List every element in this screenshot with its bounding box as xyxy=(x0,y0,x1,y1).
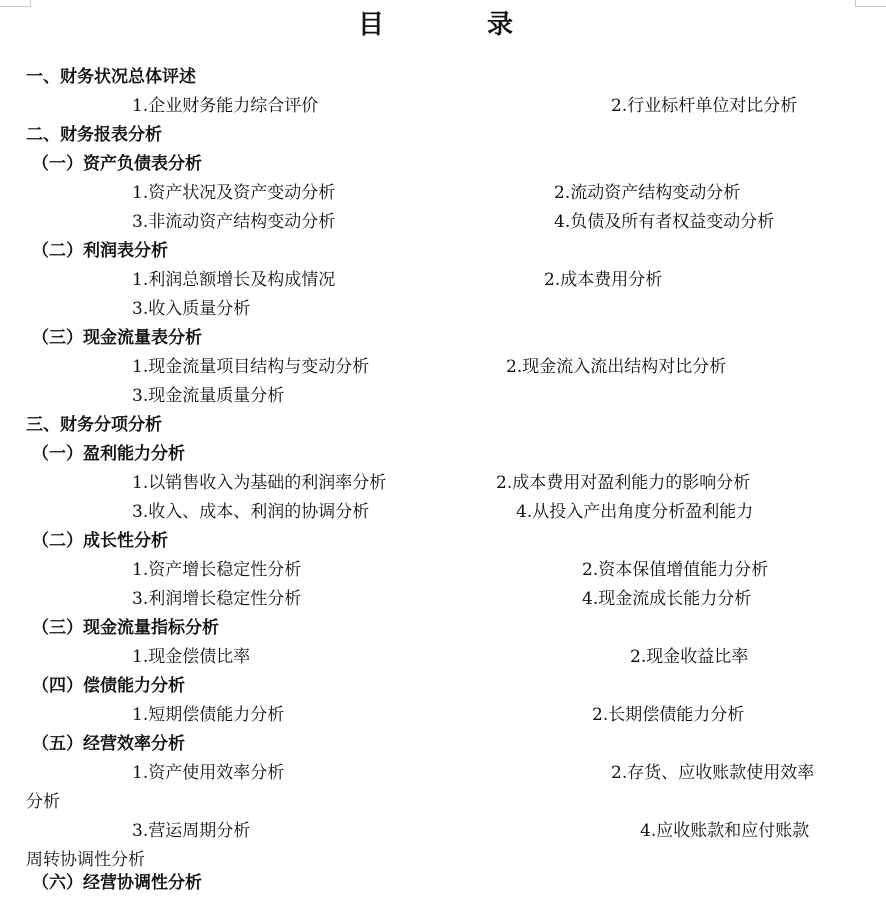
toc-subsection-heading: （五）经营效率分析 xyxy=(32,734,185,754)
toc-line xyxy=(0,353,886,382)
toc-entry: 1.利润总额增长及构成情况 xyxy=(132,270,336,290)
toc-subsection-heading: （一）盈利能力分析 xyxy=(32,444,185,464)
toc-line xyxy=(0,237,886,266)
toc-entry: 2.流动资产结构变动分析 xyxy=(554,183,741,203)
toc-entry: 1.以销售收入为基础的利润率分析 xyxy=(132,473,387,493)
toc-subsection-heading: （六）经营协调性分析 xyxy=(32,873,202,893)
toc-line xyxy=(0,324,886,353)
toc-line xyxy=(0,498,886,527)
toc-line xyxy=(0,440,886,469)
toc-line xyxy=(0,179,886,208)
toc-entry: 3.收入、成本、利润的协调分析 xyxy=(132,502,370,522)
toc-entry: 1.资产状况及资产变动分析 xyxy=(132,183,336,203)
toc-line xyxy=(0,295,886,324)
toc-line xyxy=(0,817,886,846)
toc-entry: 4.从投入产出角度分析盈利能力 xyxy=(516,502,754,522)
toc-section-heading: 二、财务报表分析 xyxy=(26,125,162,145)
toc-line xyxy=(0,759,886,788)
toc-entry: 1.资产增长稳定性分析 xyxy=(132,560,302,580)
toc-entry: 1.企业财务能力综合评价 xyxy=(132,96,319,116)
toc-line xyxy=(0,92,886,121)
toc-entry: 1.短期偿债能力分析 xyxy=(132,705,285,725)
toc-entry: 2.长期偿债能力分析 xyxy=(592,705,745,725)
toc-title-char: 目 xyxy=(358,10,385,40)
toc-line xyxy=(0,672,886,701)
toc-subsection-heading: （四）偿债能力分析 xyxy=(32,676,185,696)
toc-entry: 2.现金流入流出结构对比分析 xyxy=(506,357,727,377)
toc-title xyxy=(0,4,886,44)
toc-subsection-heading: （二）利润表分析 xyxy=(32,241,168,261)
toc-entry-wrap: 分析 xyxy=(26,792,60,812)
toc-subsection-heading: （一）资产负债表分析 xyxy=(32,154,202,174)
toc-line xyxy=(0,382,886,411)
toc-entry: 4.现金流成长能力分析 xyxy=(582,589,752,609)
toc-subsection-heading: （三）现金流量指标分析 xyxy=(32,618,219,638)
toc-entry: 2.存货、应收账款使用效率 xyxy=(611,763,815,783)
toc-line xyxy=(0,121,886,150)
toc-line xyxy=(0,643,886,672)
toc-line xyxy=(0,63,886,92)
toc-entry: 3.利润增长稳定性分析 xyxy=(132,589,302,609)
toc-entry: 2.成本费用对盈利能力的影响分析 xyxy=(496,473,751,493)
toc-line xyxy=(0,701,886,730)
toc-entry: 2.行业标杆单位对比分析 xyxy=(611,96,798,116)
toc-entry: 1.现金偿债比率 xyxy=(132,647,251,667)
toc-entry: 2.现金收益比率 xyxy=(630,647,749,667)
toc-entry: 3.现金流量质量分析 xyxy=(132,386,285,406)
toc-line xyxy=(0,585,886,614)
toc-line xyxy=(0,788,886,817)
toc-subsection-heading: （二）成长性分析 xyxy=(32,531,168,551)
toc-line xyxy=(0,730,886,759)
toc-entry: 2.资本保值增值能力分析 xyxy=(582,560,769,580)
toc-line xyxy=(0,208,886,237)
toc-entry: 1.现金流量项目结构与变动分析 xyxy=(132,357,370,377)
toc-line xyxy=(0,411,886,440)
toc-entry: 4.负债及所有者权益变动分析 xyxy=(554,212,775,232)
toc-entry: 3.收入质量分析 xyxy=(132,299,251,319)
toc-entry: 2.成本费用分析 xyxy=(544,270,663,290)
toc-section-heading: 三、财务分项分析 xyxy=(26,415,162,435)
toc-entry: 3.营运周期分析 xyxy=(132,821,251,841)
toc-entry: 3.非流动资产结构变动分析 xyxy=(132,212,336,232)
toc-entry-wrap: 周转协调性分析 xyxy=(26,850,145,870)
toc-entry: 1.资产使用效率分析 xyxy=(132,763,285,783)
toc-line xyxy=(0,556,886,585)
toc-subsection-heading: （三）现金流量表分析 xyxy=(32,328,202,348)
toc-line xyxy=(0,527,886,556)
toc-line xyxy=(0,869,886,898)
toc-section-heading: 一、财务状况总体评述 xyxy=(26,67,196,87)
toc-entry: 4.应收账款和应付账款 xyxy=(640,821,810,841)
toc-title-char: 录 xyxy=(487,10,514,40)
toc-line xyxy=(0,266,886,295)
toc-line xyxy=(0,469,886,498)
toc-line xyxy=(0,614,886,643)
toc-line xyxy=(0,150,886,179)
